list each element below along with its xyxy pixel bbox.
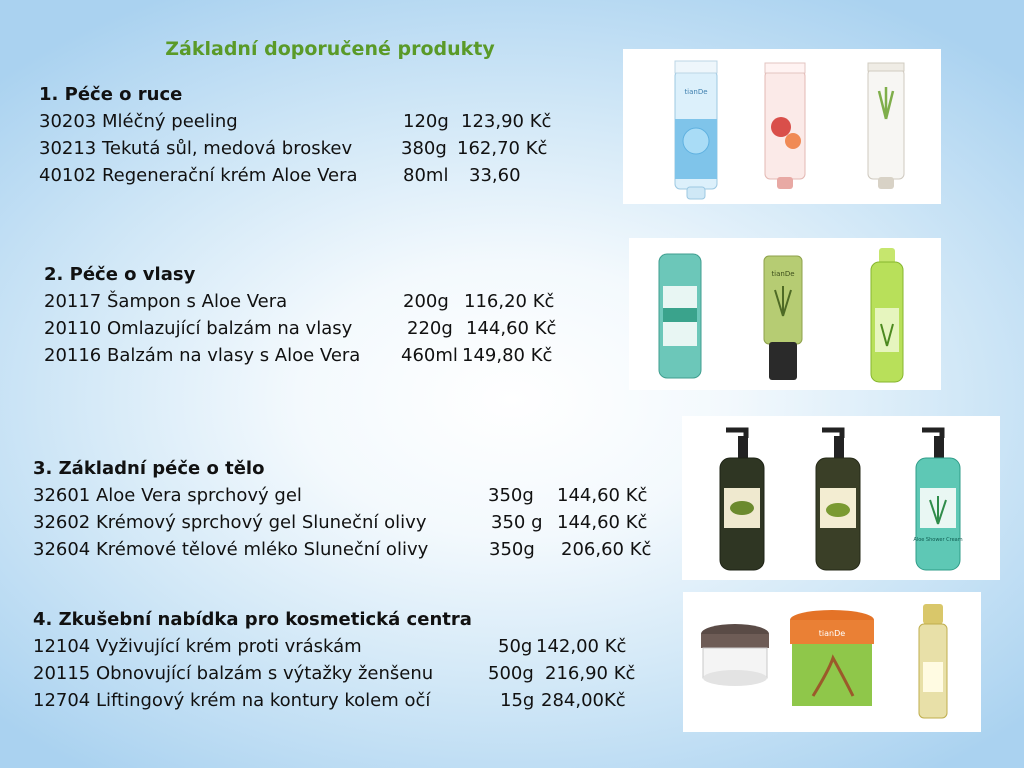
product-price: 116,20 Kč bbox=[464, 291, 555, 312]
product-name: 32602 Krémový sprchový gel Sluneční olivy bbox=[33, 512, 427, 533]
product-size: 460ml bbox=[401, 345, 458, 366]
slide-title: Základní doporučené produkty bbox=[165, 38, 495, 60]
svg-text:Aloe Shower Cream: Aloe Shower Cream bbox=[913, 537, 963, 543]
product-name: 20110 Omlazující balzám na vlasy bbox=[44, 318, 353, 339]
body-care-photo bbox=[682, 416, 1000, 580]
product-size: 380g bbox=[401, 138, 447, 159]
product-size: 350 g bbox=[491, 512, 543, 533]
svg-text:tianDe: tianDe bbox=[818, 629, 846, 638]
product-size: 350g bbox=[488, 485, 534, 506]
product-name: 32601 Aloe Vera sprchový gel bbox=[33, 485, 302, 506]
product-price: 144,60 Kč bbox=[466, 318, 557, 339]
salon-cream-jars-icon bbox=[683, 592, 981, 732]
product-size: 220g bbox=[407, 318, 453, 339]
product-name: 20115 Obnovující balzám s výtažky ženšenu bbox=[33, 663, 434, 684]
body-care-pump-bottles-icon bbox=[682, 416, 1000, 580]
salon-photo bbox=[683, 592, 981, 732]
product-name: 20116 Balzám na vlasy s Aloe Vera bbox=[44, 345, 361, 366]
product-size: 500g bbox=[488, 663, 534, 684]
product-name: 32604 Krémové tělové mléko Sluneční olivy bbox=[33, 539, 429, 560]
hand-care-tubes-icon bbox=[623, 49, 941, 204]
product-price: 123,90 Kč bbox=[461, 111, 552, 132]
svg-text:tianDe: tianDe bbox=[771, 270, 795, 278]
hair-care-bottles-icon bbox=[629, 238, 941, 390]
product-price: 144,60 Kč bbox=[557, 485, 648, 506]
product-size: 15g bbox=[500, 690, 535, 711]
hair-care-photo bbox=[629, 238, 941, 390]
product-size: 50g bbox=[498, 636, 533, 657]
product-size: 350g bbox=[489, 539, 535, 560]
product-price: 284,00Kč bbox=[541, 690, 626, 711]
product-price: 162,70 Kč bbox=[457, 138, 548, 159]
product-price: 33,60 bbox=[469, 165, 521, 186]
product-name: 12104 Vyživující krém proti vráskám bbox=[33, 636, 362, 657]
product-name: 30203 Mléčný peeling bbox=[39, 111, 238, 132]
product-price: 144,60 Kč bbox=[557, 512, 648, 533]
product-name: 40102 Regenerační krém Aloe Vera bbox=[39, 165, 358, 186]
hand-care-photo bbox=[623, 49, 941, 204]
product-price: 149,80 Kč bbox=[462, 345, 553, 366]
product-name: 20117 Šampon s Aloe Vera bbox=[44, 291, 288, 312]
product-size: 80ml bbox=[403, 165, 449, 186]
product-name: 12704 Liftingový krém na kontury kolem očí bbox=[33, 690, 431, 711]
product-price: 216,90 Kč bbox=[545, 663, 636, 684]
product-name: 30213 Tekutá sůl, medová broskev bbox=[39, 138, 353, 159]
product-size: 200g bbox=[403, 291, 449, 312]
product-price: 142,00 Kč bbox=[536, 636, 627, 657]
product-size: 120g bbox=[403, 111, 449, 132]
product-price: 206,60 Kč bbox=[561, 539, 652, 560]
svg-text:tianDe: tianDe bbox=[684, 88, 708, 96]
